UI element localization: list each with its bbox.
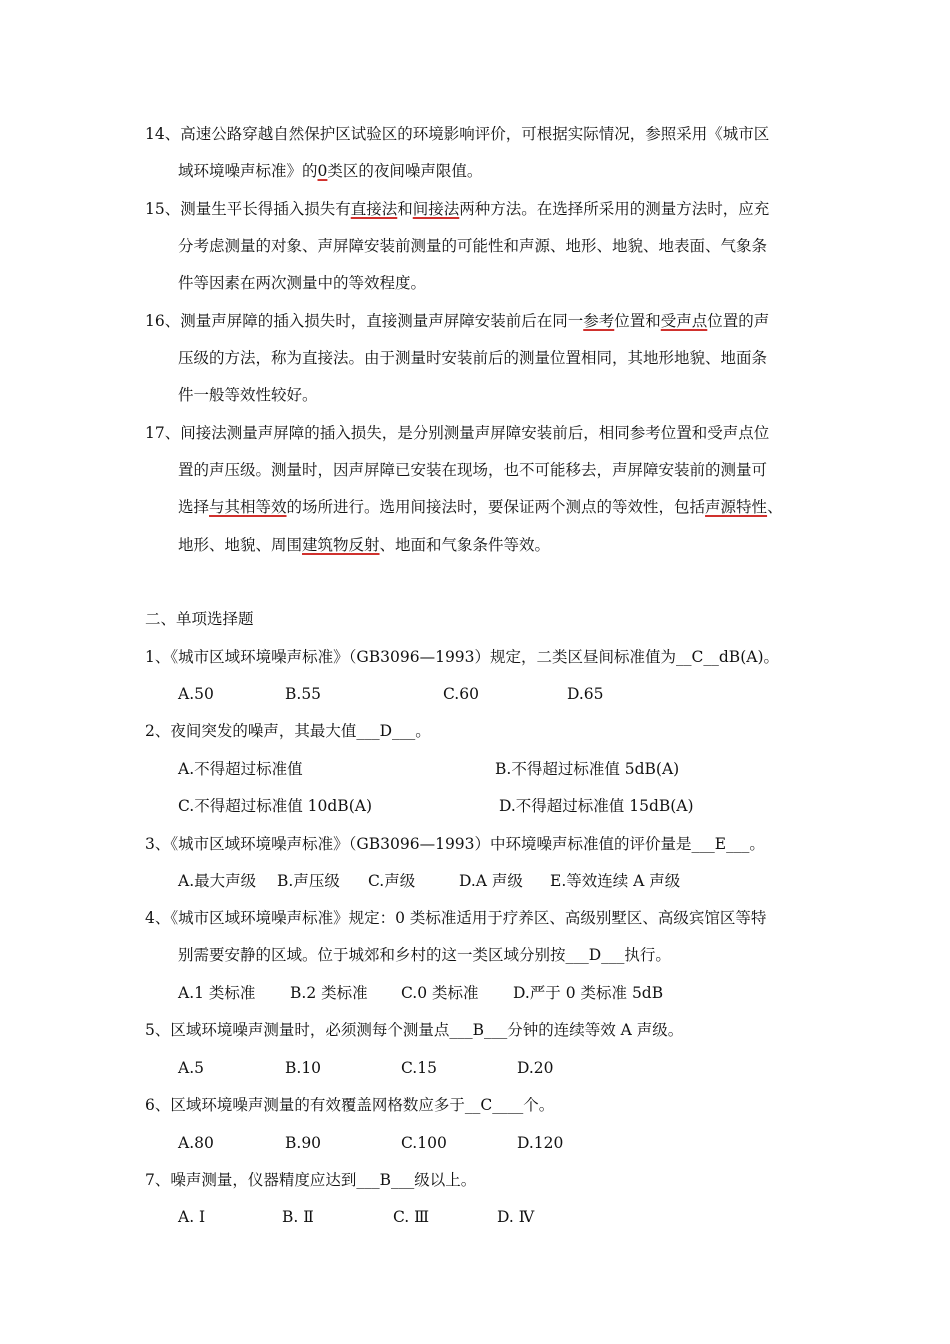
mc-q4-stem-line-1: 4、《城市区域环境噪声标准》规定：0 类标准适用于疗养区、高级别墅区、高级宾馆区等特 (145, 909, 767, 927)
mc-q3-option-a: A.最大声级 (178, 872, 257, 890)
text: 位置的声 (707, 312, 770, 330)
q15-line-3: 件等因素在两次测量中的等效程度。 (178, 274, 427, 292)
q17-line-1: 17、间接法测量声屏障的插入损失，是分别测量声屏障安装前后，相同参考位置和受声点位 (145, 424, 770, 442)
mc-q5-option-a: A.5 (178, 1059, 204, 1077)
answer-underline: 参考 (583, 312, 615, 330)
answer-underline: 与其相等效 (209, 498, 287, 516)
mc-q1-option-d: D.65 (567, 685, 604, 703)
mc-q1-stem: 1、《城市区域环境噪声标准》（GB3096—1993）规定，二类区昼间标准值为__C__dB(A)。 (145, 648, 779, 666)
mc-q4-option-a: A.1 类标准 (178, 984, 256, 1002)
mc-q6-option-c: C.100 (401, 1134, 447, 1152)
q16-line-2: 压级的方法，称为直接法。由于测量时安装前后的测量位置相同，其地形地貌、地面条 (178, 349, 768, 367)
mc-q3-option-e: E.等效连续 A 声级 (550, 872, 681, 890)
answer-underline: 间接法 (412, 200, 460, 218)
mc-q3-option-d: D.A 声级 (459, 872, 523, 890)
q16-line-3: 件一般等效性较好。 (178, 386, 318, 404)
mc-q2-option-d: D.不得超过标准值 15dB(A) (499, 797, 694, 815)
q17-line-4 (178, 535, 550, 555)
mc-q5-stem: 5、区域环境噪声测量时，必须测每个测量点___B___分钟的连续等效 A 声级。 (145, 1021, 684, 1039)
answer-underline: 直接法 (350, 200, 398, 218)
answer-underline: 受声点 (660, 312, 708, 330)
text: 地形、地貌、周围 (178, 536, 303, 554)
section-title: 二、单项选择题 (145, 610, 254, 628)
mc-q4-option-c: C.0 类标准 (401, 984, 479, 1002)
mc-q7-stem: 7、噪声测量，仪器精度应达到___B___级以上。 (145, 1171, 477, 1189)
q14-line-2 (178, 161, 482, 181)
text: 的场所进行。选用间接法时，要保证两个测点的等效性，包括 (286, 498, 706, 516)
mc-q2-stem: 2、夜间突发的噪声，其最大值___D___。 (145, 722, 431, 740)
mc-q7-option-a: A. Ⅰ (178, 1208, 206, 1226)
mc-q6-option-b: B.90 (285, 1134, 322, 1152)
text: 16、测量声屏障的插入损失时，直接测量声屏障安装前后在同一 (145, 312, 584, 330)
q14-line-1: 14、高速公路穿越自然保护区试验区的环境影响评价，可根据实际情况，参照采用《城市区 (145, 125, 770, 143)
q17-line-2: 置的声压级。测量时，因声屏障已安装在现场，也不可能移去，声屏障安装前的测量可 (178, 461, 768, 479)
mc-q5-option-d: D.20 (517, 1059, 554, 1077)
answer-underline: 0 (317, 162, 328, 180)
mc-q1-option-a: A.50 (178, 685, 214, 703)
mc-q2-option-b: B.不得超过标准值 5dB(A) (495, 760, 680, 778)
mc-q6-option-a: A.80 (178, 1134, 214, 1152)
mc-q4-option-d: D.严于 0 类标准 5dB (513, 984, 664, 1002)
mc-q3-option-b: B.声压级 (277, 872, 340, 890)
mc-q7-option-d: D. Ⅳ (497, 1208, 535, 1226)
mc-q1-option-c: C.60 (443, 685, 479, 703)
mc-q5-option-c: C.15 (401, 1059, 437, 1077)
mc-q6-stem: 6、区域环境噪声测量的有效覆盖网格数应多于__C____个。 (145, 1096, 555, 1114)
mc-q5-option-b: B.10 (285, 1059, 322, 1077)
mc-q6-option-d: D.120 (517, 1134, 564, 1152)
answer-underline: 声源特性 (705, 498, 768, 516)
answer-underline: 建筑物反射 (302, 536, 380, 554)
mc-q3-option-c: C.声级 (368, 872, 416, 890)
text: 类区的夜间噪声限值。 (327, 162, 483, 180)
text: 两种方法。在选择所采用的测量方法时，应充 (459, 200, 770, 218)
text: 域环境噪声标准》的 (178, 162, 318, 180)
text: 选择 (178, 498, 210, 516)
mc-q1-option-b: B.55 (285, 685, 322, 703)
text: 15、测量生平长得插入损失有 (145, 200, 351, 218)
q17-line-3 (178, 497, 783, 517)
q15-line-1 (145, 199, 769, 219)
text: 、地面和气象条件等效。 (379, 536, 551, 554)
mc-q2-option-c: C.不得超过标准值 10dB(A) (178, 797, 372, 815)
q15-line-2: 分考虑测量的对象、声屏障安装前测量的可能性和声源、地形、地貌、地表面、气象条 (178, 237, 768, 255)
mc-q3-stem: 3、《城市区域环境噪声标准》（GB3096—1993）中环境噪声标准值的评价量是___E___。 (145, 835, 765, 853)
text: 和 (397, 200, 413, 218)
mc-q7-option-b: B. Ⅱ (282, 1208, 314, 1226)
mc-q4-option-b: B.2 类标准 (290, 984, 368, 1002)
mc-q2-option-a: A.不得超过标准值 (178, 760, 303, 778)
mc-q7-option-c: C. Ⅲ (393, 1208, 430, 1226)
q16-line-1 (145, 311, 769, 331)
mc-q4-stem-line-2: 别需要安静的区域。位于城郊和乡村的这一类区域分别按___D___执行。 (178, 946, 671, 964)
text: 位置和 (614, 312, 661, 330)
text: 、 (767, 498, 783, 516)
